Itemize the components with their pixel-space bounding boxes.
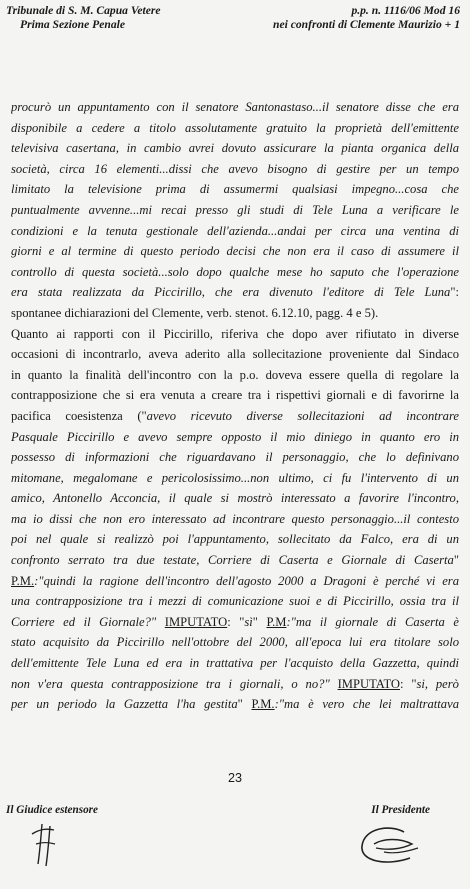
case-defendants: nei confronti di Clemente Maurizio + 1 [273,18,460,31]
body-line: giorni e al termine di questo periodo decisi che non era il caso di assumere il [11,244,459,259]
body-line: occasioni di incontrarlo, aveva aderito alla sollecitazione proveniente dal Sindaco [11,347,459,362]
body-line: controllo di questa società...solo dopo qualche mese ho saputo che l'operazione [11,264,459,279]
text-segment: : " [400,676,417,691]
header-case [273,4,460,32]
body-line [11,550,459,571]
quote-segment: sì [244,614,253,629]
body-line: mitomane, megalomane e pericolosissimo...non ultimo, ci fu l'intervento di un [11,470,459,485]
quote-segment: :"quindi la ragione dell'incontro dell'agosto 2000 a Dragoni è perché vi era [34,573,459,588]
quote-segment: per un periodo la Gazzetta l'ha gestita [11,697,238,712]
body-line: una contrapposizione tra i mezzi di comunicazione suoi e di Piccirillo, ossia tra il [11,594,459,609]
speaker-pm: P.M. [11,573,35,588]
body-line [11,674,459,695]
body-line: amico, Antonello Acconcia, il quale si mostrò interessato a favorire l'incontro, [11,491,459,506]
body-line [11,571,459,592]
speaker-imputato: IMPUTATO [337,676,401,691]
body-line: società, circa 16 elementi...dissi che avevo bisogno di gestire per un tempo [11,161,459,176]
body-line [11,282,459,303]
footer-judge-label: Il Giudice estensore [6,804,98,816]
body-line [11,406,459,427]
body-line: Quanto ai rapporti con il Piccirillo, riferiva che dopo aver rifiutato in diverse [11,326,459,341]
text-segment: " [237,697,243,712]
text-segment: " [453,553,459,568]
quote-segment: :"ma è vero che lei maltrattava [274,697,459,712]
body-line: ma io dissi che non ero interessato ad incontrare questo personaggio...il contesto [11,511,459,526]
text-segment: " [252,614,267,629]
quote-segment: :"ma il giornale di Caserta è [286,614,459,629]
speaker-imputato: IMPUTATO [164,614,228,629]
body-line: procurò un appuntamento con il senatore Santonastaso...il senatore disse che era [11,100,459,114]
body-line: disponibile a cedere a titolo assolutamente gratuito la proprietà dell'emittente [11,120,459,135]
page-number: 23 [227,771,242,785]
body-line: possesso di informazioni che riguardavano il personaggio, che lo definivano [11,450,459,465]
body-line: poi nel quale si realizzò poi l'appuntamento, sollecitato da Falco, era di un [11,532,459,547]
text-segment: pacifica coesistenza (" [11,408,147,423]
case-number: p.p. n. 1116/06 Mod 16 [351,4,460,17]
text-segment: : " [227,614,245,629]
body-line: in quanto la finalità dell'incontro con la p.o. doveva essere quella di regolare la [11,367,459,382]
footer-president-label: Il Presidente [371,804,430,816]
speaker-pm: P.M. [251,697,275,712]
quote-segment: avevo ricevuto diverse sollecitazioni ad incontrare [146,408,459,423]
header-court [6,4,161,32]
body-line [11,694,459,715]
judge-signature-icon [28,820,60,870]
body-line: televisiva casertana, in cambio avrei dovuto assicurare la pianta organica della [11,141,459,156]
quote-segment: era stata realizzata da Piccirillo, che era divenuto l'editore di Tele Luna [11,285,451,300]
quote-segment: confronto serrato tra due testate, Corriere di Caserta e Giornale di Caserta [11,553,454,568]
body-line: limitato la televisione prima di assumermi qualsiasi impegno...cosa che [11,182,459,197]
president-signature-icon [354,822,424,870]
document-body [11,97,459,715]
body-line: puntualmente avvenne...mi recai presso gli studi di Tele Luna a verificare le [11,202,459,217]
body-line: Pasquale Piccirillo e avevo sempre opposto il mio diniego in quanto ero in [11,429,459,444]
quote-segment: Corriere ed il Giornale?" [11,614,157,629]
court-section: Prima Sezione Penale [20,18,125,31]
body-line: condizioni e la tenuta gestionale dell'azienda...andai per circa una ventina di [11,223,459,238]
text-segment: ": [450,285,459,300]
body-line: spontanee dichiarazioni del Clemente, verb. stenot. 6.12.10, pagg. 4 e 5). [11,305,379,320]
body-line: stato acquisito da Piccirillo nell'ottobre del 2000, all'epoca lui era titolare solo [11,635,459,650]
body-line: contrapposizione che si era venuta a creare tra i rispettivi giornali e di favorirne la [11,388,459,403]
speaker-pm: P.M [266,614,287,629]
body-line: dell'emittente Tele Luna ed era in trattativa per l'acquisto della Gazzetta, quindi [11,656,459,671]
quote-segment: non v'era questa contrapposizione tra i giornali, o no?" [11,676,330,691]
body-line [11,612,459,633]
quote-segment: si, però [416,676,459,691]
court-name: Tribunale di S. M. Capua Vetere [6,4,161,17]
